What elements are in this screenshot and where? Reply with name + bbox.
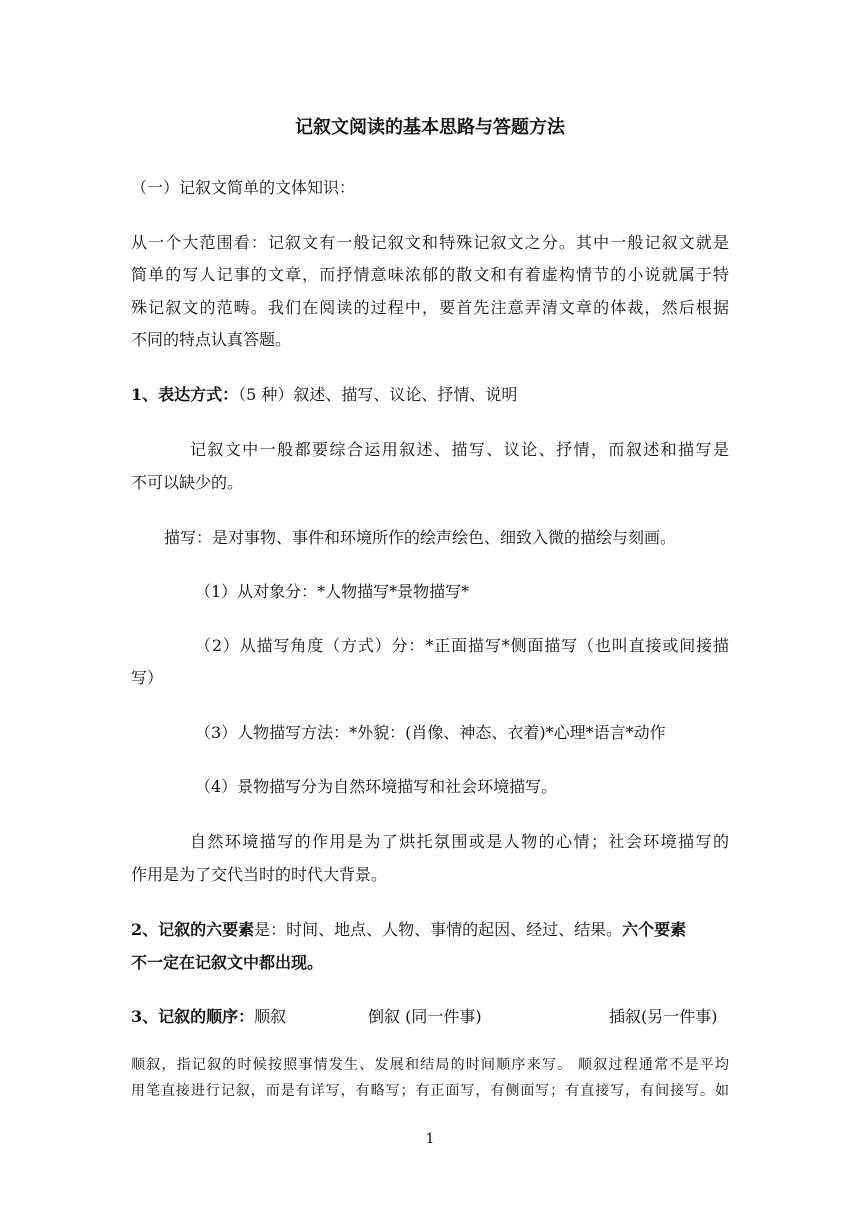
item1-text: （5 种）叙述、描写、议论、抒情、说明 [238,385,518,404]
env-para-line-1: 自然环境描写的作用是为了烘托氛围或是人物的心情；社会环境描写的 [190,832,729,851]
page-number: 1 [425,1131,435,1147]
sub-item-2-line-2: 写） [131,668,164,687]
item1-para-line-2: 不可以缺少的。 [131,473,244,492]
item3-line [131,1007,286,1027]
intro-line-1: 从一个大范围看：记叙文有一般记叙文和特殊记叙文之分。其中一般记叙文就是 [131,233,729,252]
env-para-line-2: 作用是为了交代当时的时代大背景。 [131,865,388,884]
sub-item-4: （4）景物描写分为自然环境描写和社会环境描写。 [195,777,558,796]
item1-line [131,385,517,405]
document-title: 记叙文阅读的基本思路与答题方法 [295,117,565,138]
item2-label: 2、记叙的六要素 [131,920,255,939]
sub-item-1: （1）从对象分：*人物描写*景物描写* [195,582,470,601]
item2-emphasis: 六个要素 [622,920,687,939]
sub-item-3: （3）人物描写方法：*外貌：(肖像、神态、衣着)*心理*语言*动作 [195,723,666,742]
shunxu-line-1: 顺叙，指记叙的时候按照事情发生、发展和结局的时间顺序来写。 顺叙过程通常不是平均 [131,1057,729,1073]
intro-line-3: 殊记叙文的范畴。我们在阅读的过程中，要首先注意弄清文章的体裁，然后根据 [131,298,729,317]
section-heading: （一）记叙文简单的文体知识： [131,178,356,197]
describe-definition: 描写：是对事物、事件和环境所作的绘声绘色、细致入微的描绘与刻画。 [164,528,677,547]
intro-line-4: 不同的特点认真答题。 [131,330,292,349]
item3-order1: 顺叙 [254,1007,287,1026]
item3-label: 3、记叙的顺序： [131,1007,255,1026]
item2-line-2: 不一定在记叙文中都出现。 [131,953,324,972]
item3-order3: 插叙(另一件事) [609,1007,718,1026]
shunxu-line-2: 用笔直接进行记叙，而是有详写，有略写；有正面写，有侧面写；有直接写，有间接写。如 [131,1083,729,1099]
intro-line-2: 简单的写人记事的文章，而抒情意味浓郁的散文和有着虚构情节的小说就属于特 [131,265,729,284]
item3-order2: 倒叙 (同一件事) [368,1007,482,1026]
sub-item-2-line-1: （2）从描写角度（方式）分：*正面描写*侧面描写（也叫直接或间接描 [195,636,729,655]
item1-label: 1、表达方式： [131,385,239,404]
item2-line-1 [131,920,686,940]
item2-text: 是：时间、地点、人物、事情的起因、经过、结果。 [254,920,623,939]
item1-para-line-1: 记叙文中一般都要综合运用叙述、描写、议论、抒情，而叙述和描写是 [190,440,729,459]
